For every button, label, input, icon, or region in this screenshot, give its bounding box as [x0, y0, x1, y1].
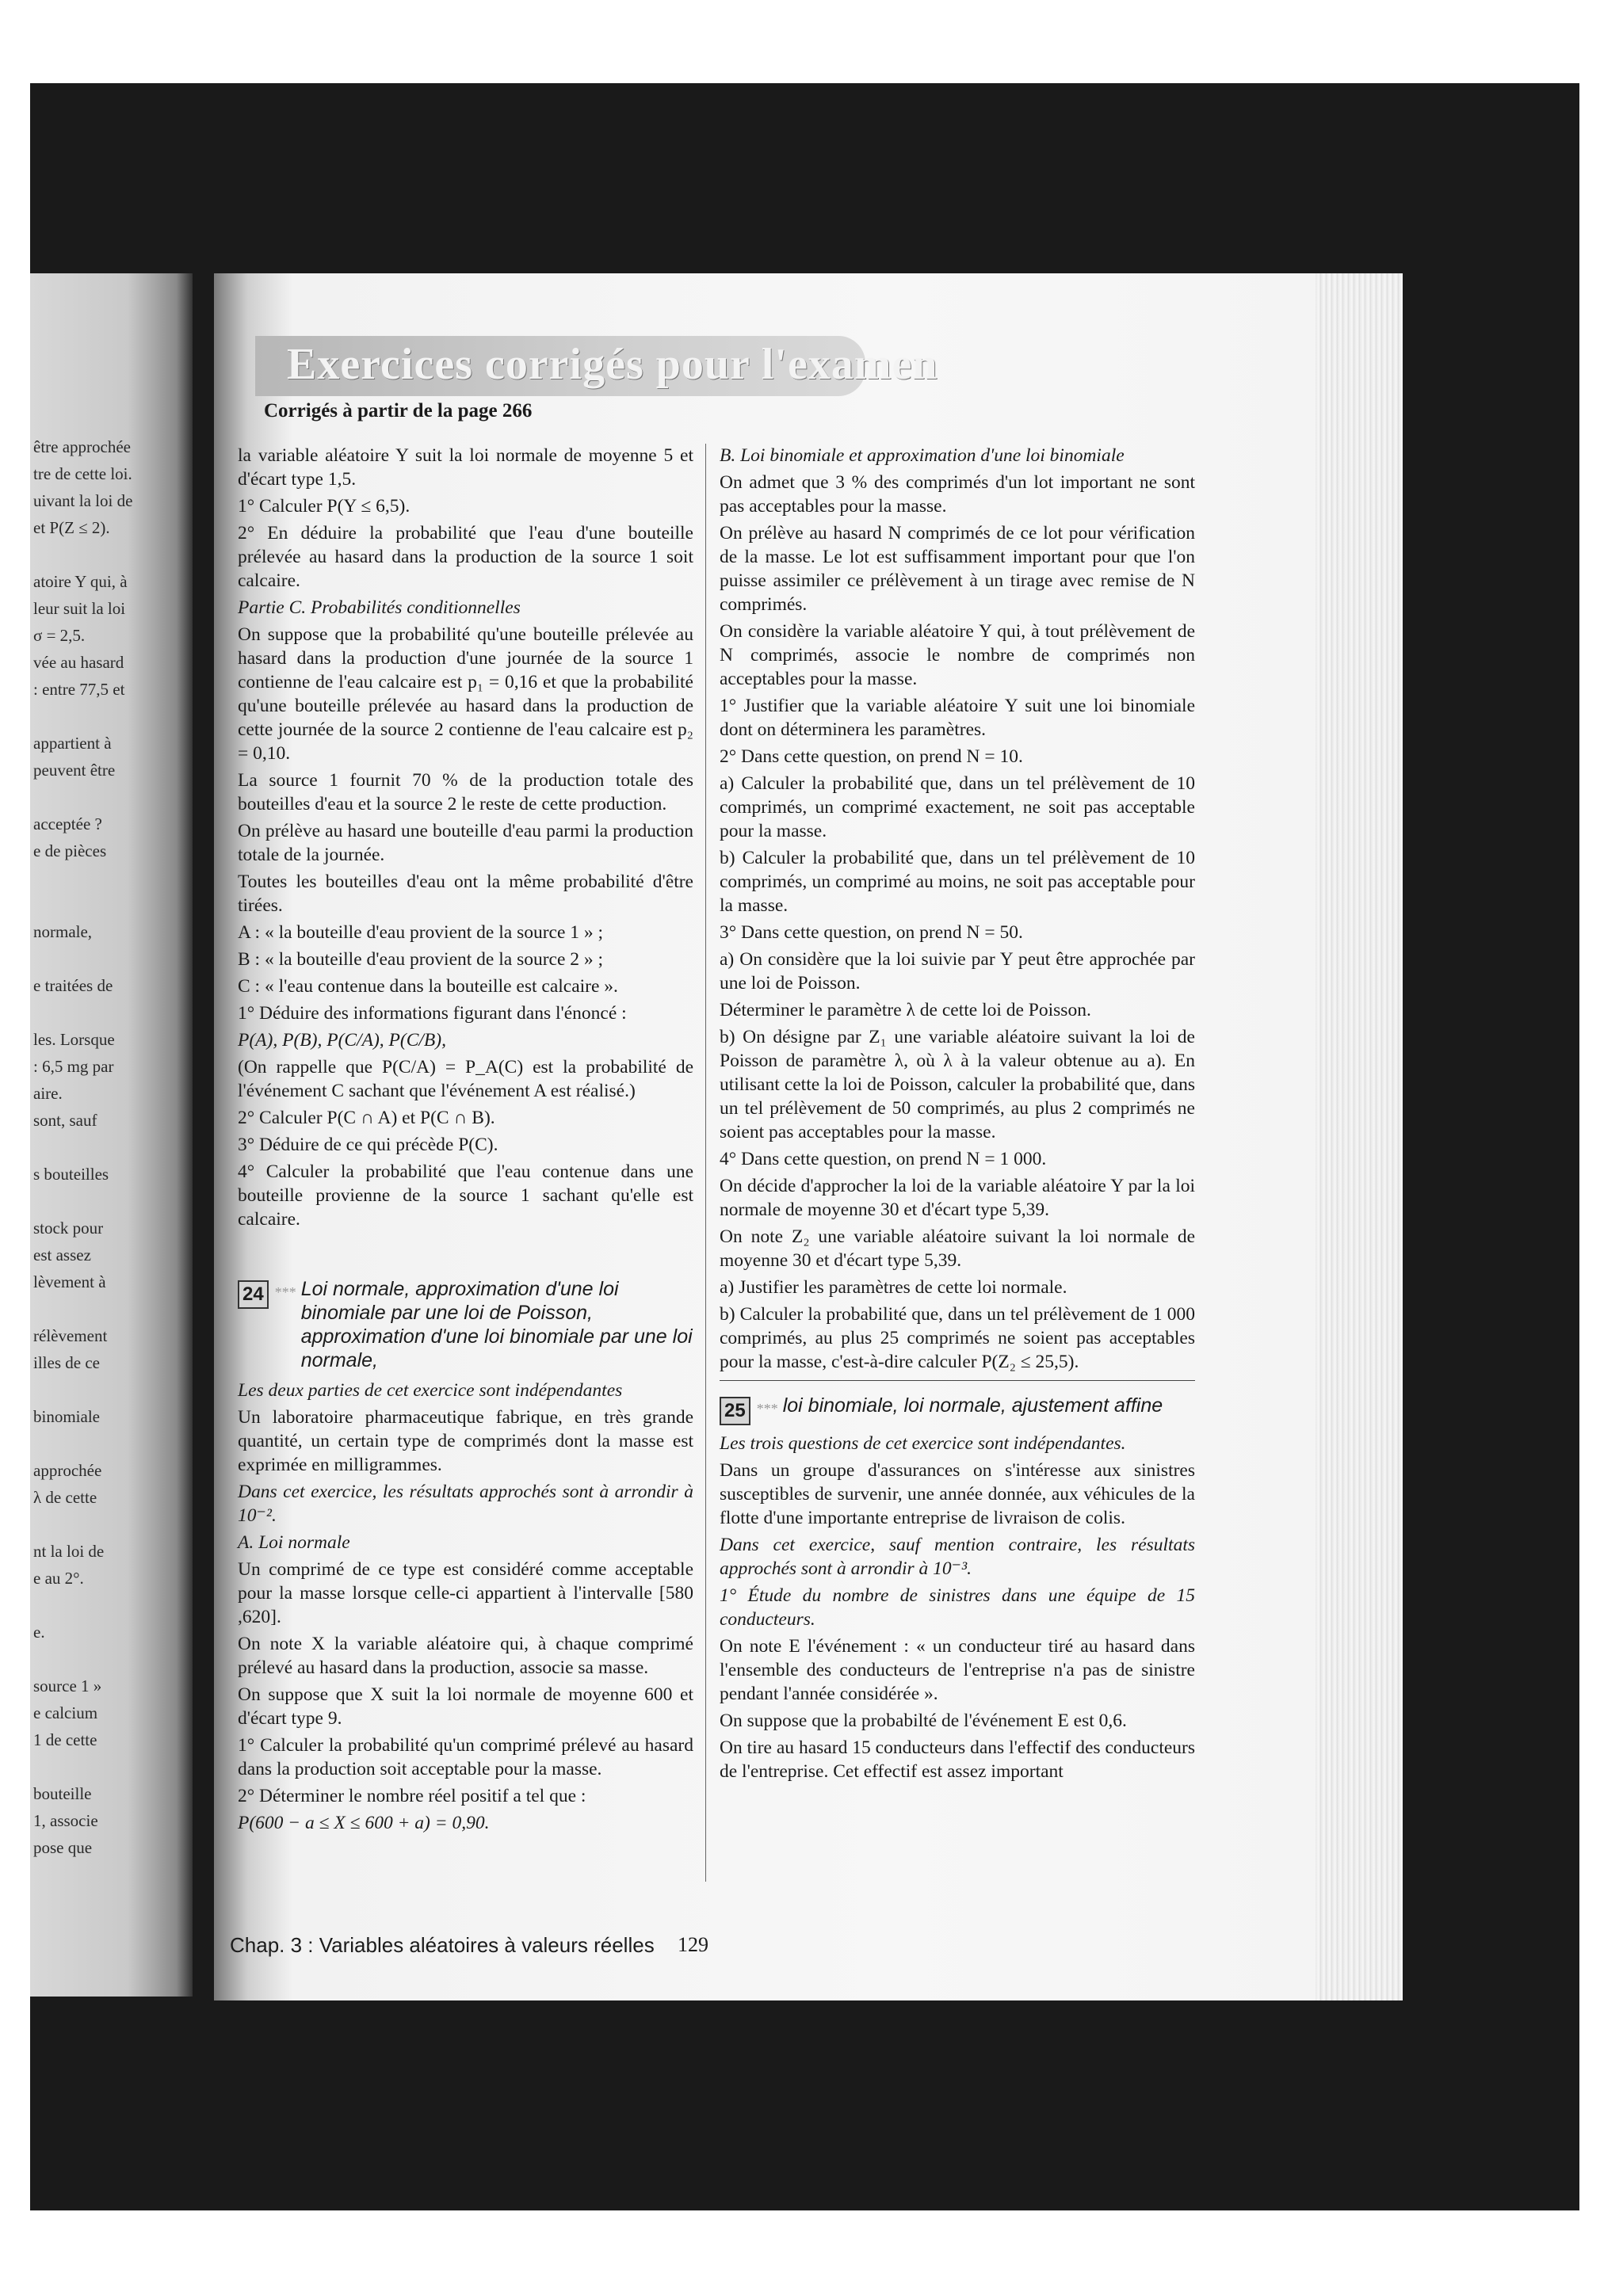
exercise-24-header — [238, 1277, 693, 1372]
left-page-fragment: tre de cette loi. — [33, 464, 132, 483]
left-page-fragment: rélèvement — [33, 1326, 108, 1345]
left-page-fragment: stock pour — [33, 1219, 104, 1238]
paragraph: On suppose que X suit la loi normale de moyenne 600 et d'écart type 9. — [238, 1684, 693, 1729]
question: b) Calculer la probabilité que, dans un tel prélèvement de 10 comprimés, un comprimé au moins, ne soit pas acceptable pour la masse. — [720, 848, 1195, 916]
paragraph: la variable aléatoire Y suit la loi normale de moyenne 5 et d'écart type 1,5. — [238, 445, 693, 490]
instruction: Dans cet exercice, les résultats approchés sont à arrondir à 10⁻². — [238, 1482, 693, 1526]
exercise-number: 24 — [238, 1280, 269, 1309]
left-page-fragment: et P(Z ≤ 2). — [33, 518, 110, 537]
section-heading: B. Loi binomiale et approximation d'une loi binomiale — [720, 445, 1125, 466]
question: 1° Justifier que la variable aléatoire Y suit une loi binomiale dont on déterminera les paramètres. — [720, 696, 1195, 740]
paragraph: On prélève au hasard une bouteille d'eau parmi la production totale de la journée. — [238, 821, 693, 865]
question: 1° Calculer la probabilité qu'un comprimé prélevé au hasard dans la production soit acceptable pour la masse. — [238, 1735, 693, 1779]
left-page-fragment: peuvent être — [33, 761, 116, 780]
left-column — [238, 444, 693, 1838]
left-page-fragment: σ = 2,5. — [33, 626, 86, 645]
left-page-fragment: normale, — [33, 922, 93, 941]
divider — [720, 1380, 1195, 1381]
instruction: Les trois questions de cet exercice sont indépendantes. — [720, 1433, 1126, 1454]
paragraph: On décide d'approcher la loi de la variable aléatoire Y par la loi normale de moyenne 30 et d'écart type 5,39. — [720, 1176, 1195, 1220]
left-page-fragment: λ de cette — [33, 1488, 97, 1507]
left-page-fragment: source 1 » — [33, 1676, 102, 1695]
right-column — [720, 444, 1195, 1787]
paragraph: On note Z₂ une variable aléatoire suivant la loi normale de moyenne 30 et d'écart type 5,39. — [720, 1226, 1195, 1271]
column-rule — [705, 444, 706, 1882]
left-page-fragment: : entre 77,5 et — [33, 680, 125, 699]
question: 2° Dans cette question, on prend N = 10. — [720, 746, 1023, 767]
question: 4° Calculer la probabilité que l'eau contenue dans une bouteille provienne de la source 1 sachant qu'elle est calcaire. — [238, 1161, 693, 1230]
section-heading: Partie C. Probabilités conditionnelles — [238, 597, 521, 618]
question: a) On considère que la loi suivie par Y peut être approchée par une loi de Poisson. — [720, 949, 1195, 994]
exercise-title: Loi normale, approximation d'une loi binomiale par une loi de Poisson, approximation d'une loi binomiale par une loi normale, — [300, 1278, 693, 1371]
question: 2° Déterminer le nombre réel positif a tel que : — [238, 1786, 586, 1806]
page-stack-edge — [1316, 273, 1403, 2000]
left-page-fragment: e au 2°. — [33, 1569, 84, 1588]
paragraph: (On rappelle que P(C/A) = P_A(C) est la probabilité de l'événement C sachant que l'événement A est réalisé.) — [238, 1057, 693, 1101]
paragraph: On tire au hasard 15 conducteurs dans l'effectif des conducteurs de l'entreprise. Cet effectif est assez important — [720, 1737, 1195, 1782]
question: Déterminer le paramètre λ de cette loi de Poisson. — [720, 1000, 1091, 1020]
paragraph: On suppose que la probabilité qu'une bouteille prélevée au hasard dans la production d'une journée de la source 1 contienne de l'eau calcaire est p₁ = 0,16 et que la probabilité qu'une bouteille prélevée au hasard dans la production de cette journée de la source 2 contienne de l'eau calcaire est p₂ = 0,10. — [238, 624, 693, 764]
question: b) Calculer la probabilité que, dans un tel prélèvement de 1 000 comprimés, au plus 25 comprimés ne soient pas acceptables pour la masse, c'est-à-dire calculer P(Z₂ ≤ 25,5). — [720, 1304, 1195, 1372]
question: 4° Dans cette question, on prend N = 1 000. — [720, 1149, 1047, 1169]
paragraph: On considère la variable aléatoire Y qui, à tout prélèvement de N comprimés, associe le nombre de comprimés non acceptables pour la masse. — [720, 621, 1195, 689]
paragraph: Un laboratoire pharmaceutique fabrique, en très grande quantité, un certain type de comprimés dont la masse est exprimée en milligrammes. — [238, 1407, 693, 1475]
left-page-fragment: bouteille — [33, 1784, 92, 1803]
page-number: 129 — [678, 1933, 708, 1956]
left-page-fragment: 1 de cette — [33, 1730, 97, 1749]
paragraph: 1° Calculer P(Y ≤ 6,5). — [238, 496, 411, 517]
left-page-fragment: illes de ce — [33, 1353, 100, 1372]
left-page-fragment: s bouteilles — [33, 1165, 109, 1184]
question: a) Justifier les paramètres de cette loi normale. — [720, 1277, 1067, 1298]
question: 1° Déduire des informations figurant dans l'énoncé : — [238, 1003, 627, 1024]
paragraph: On note X la variable aléatoire qui, à chaque comprimé prélevé au hasard dans la production, associe sa masse. — [238, 1634, 693, 1678]
paragraph: On prélève au hasard N comprimés de ce lot pour vérification de la masse. Le lot est suffisamment important pour que l'on puisse assimiler ce prélèvement à un tirage avec remise de N comprimés. — [720, 523, 1195, 615]
exercise-number: 25 — [720, 1397, 750, 1425]
left-page-fragment: aire. — [33, 1084, 63, 1103]
left-page-fragment: les. Lorsque — [33, 1030, 115, 1049]
section-heading: 1° Étude du nombre de sinistres dans une équipe de 15 conducteurs. — [720, 1585, 1195, 1630]
left-page-fragment: leur suit la loi — [33, 599, 126, 618]
question: 3° Déduire de ce qui précède P(C). — [238, 1135, 498, 1155]
left-page-fragment: est assez — [33, 1245, 91, 1264]
left-page-fragment: être approchée — [33, 437, 131, 456]
footer-chapter: Chap. 3 : Variables aléatoires à valeurs réelles — [230, 1933, 655, 1957]
exercise-25-header — [720, 1394, 1195, 1425]
left-page-fragment: appartient à — [33, 734, 112, 753]
header-banner — [255, 336, 938, 396]
difficulty-stars: *** — [756, 1401, 778, 1417]
left-page-fragment: binomiale — [33, 1407, 100, 1426]
left-page-fragment: e. — [33, 1623, 45, 1642]
left-page-edge — [30, 273, 193, 1997]
event-definition: B : « la bouteille d'eau provient de la source 2 » ; — [238, 949, 604, 970]
difficulty-stars: *** — [274, 1284, 296, 1300]
left-page-fragment: sont, sauf — [33, 1111, 97, 1130]
question: a) Calculer la probabilité que, dans un tel prélèvement de 10 comprimés, un comprimé exactement, ne soit pas acceptable pour la masse. — [720, 773, 1195, 841]
event-definition: C : « l'eau contenue dans la bouteille est calcaire ». — [238, 976, 618, 997]
instruction: Dans cet exercice, sauf mention contraire, les résultats approchés sont à arrondir à 10⁻³. — [720, 1535, 1195, 1579]
left-page-fragment: 1, associe — [33, 1811, 98, 1830]
left-page-fragment: e calcium — [33, 1703, 98, 1722]
left-page-fragment: e traitées de — [33, 976, 113, 995]
instruction: Les deux parties de cet exercice sont indépendantes — [238, 1380, 623, 1401]
left-page-fragment: pose que — [33, 1838, 93, 1857]
left-page-fragment: lèvement à — [33, 1272, 106, 1291]
left-page-fragment: : 6,5 mg par — [33, 1057, 114, 1076]
left-page-fragment: acceptée ? — [33, 814, 102, 833]
formula: P(A), P(B), P(C/A), P(C/B), — [238, 1030, 446, 1051]
question: b) On désigne par Z₁ une variable aléatoire suivant la loi de Poisson de paramètre λ, où λ à la valeur obtenue au a). En utilisant cette la loi de Poisson, calculer la probabilité que, dans un tel prélèvement de 50 comprimés, au plus 2 comprimés ne soient pas acceptables pour la masse. — [720, 1027, 1195, 1142]
paragraph: Dans un groupe d'assurances on s'intéresse aux sinistres susceptibles de survenir, une année donnée, aux véhicules de la flotte d'une importante entreprise de livraison de colis. — [720, 1460, 1195, 1528]
paragraph: On note E l'événement : « un conducteur tiré au hasard dans l'ensemble des conducteurs de l'entreprise n'a pas de sinistre pendant l'année considérée ». — [720, 1636, 1195, 1704]
banner-title: Exercices corrigés pour l'examen — [287, 340, 938, 389]
paragraph: La source 1 fournit 70 % de la production totale des bouteilles d'eau et la source 2 le reste de cette production. — [238, 770, 693, 814]
exercise-title: loi binomiale, loi normale, ajustement affine — [782, 1394, 1163, 1417]
left-page-fragment: uivant la loi de — [33, 491, 133, 510]
page-subtitle: Corrigés à partir de la page 266 — [264, 400, 533, 421]
left-page-fragment: atoire Y qui, à — [33, 572, 128, 591]
paragraph: On admet que 3 % des comprimés d'un lot important ne sont pas acceptables pour la masse. — [720, 472, 1195, 517]
event-definition: A : « la bouteille d'eau provient de la source 1 » ; — [238, 922, 604, 943]
left-page-fragment: approchée — [33, 1461, 102, 1480]
paragraph: Toutes les bouteilles d'eau ont la même probabilité d'être tirées. — [238, 871, 693, 916]
formula: P(600 − a ≤ X ≤ 600 + a) = 0,90. — [238, 1813, 490, 1833]
paragraph: On suppose que la probabilté de l'événement E est 0,6. — [720, 1711, 1127, 1731]
left-page-fragment: vée au hasard — [33, 653, 124, 672]
question: 2° Calculer P(C ∩ A) et P(C ∩ B). — [238, 1108, 495, 1128]
paragraph: 2° En déduire la probabilité que l'eau d'une bouteille prélevée au hasard dans la production de la source 1 soit calcaire. — [238, 523, 693, 591]
question: 3° Dans cette question, on prend N = 50. — [720, 922, 1023, 943]
left-page-fragment: e de pièces — [33, 841, 107, 860]
left-page-fragment: nt la loi de — [33, 1542, 105, 1561]
section-heading: A. Loi normale — [238, 1532, 350, 1553]
paragraph: Un comprimé de ce type est considéré comme acceptable pour la masse lorsque celle-ci appartient à l'intervalle [580 ,620]. — [238, 1559, 693, 1627]
